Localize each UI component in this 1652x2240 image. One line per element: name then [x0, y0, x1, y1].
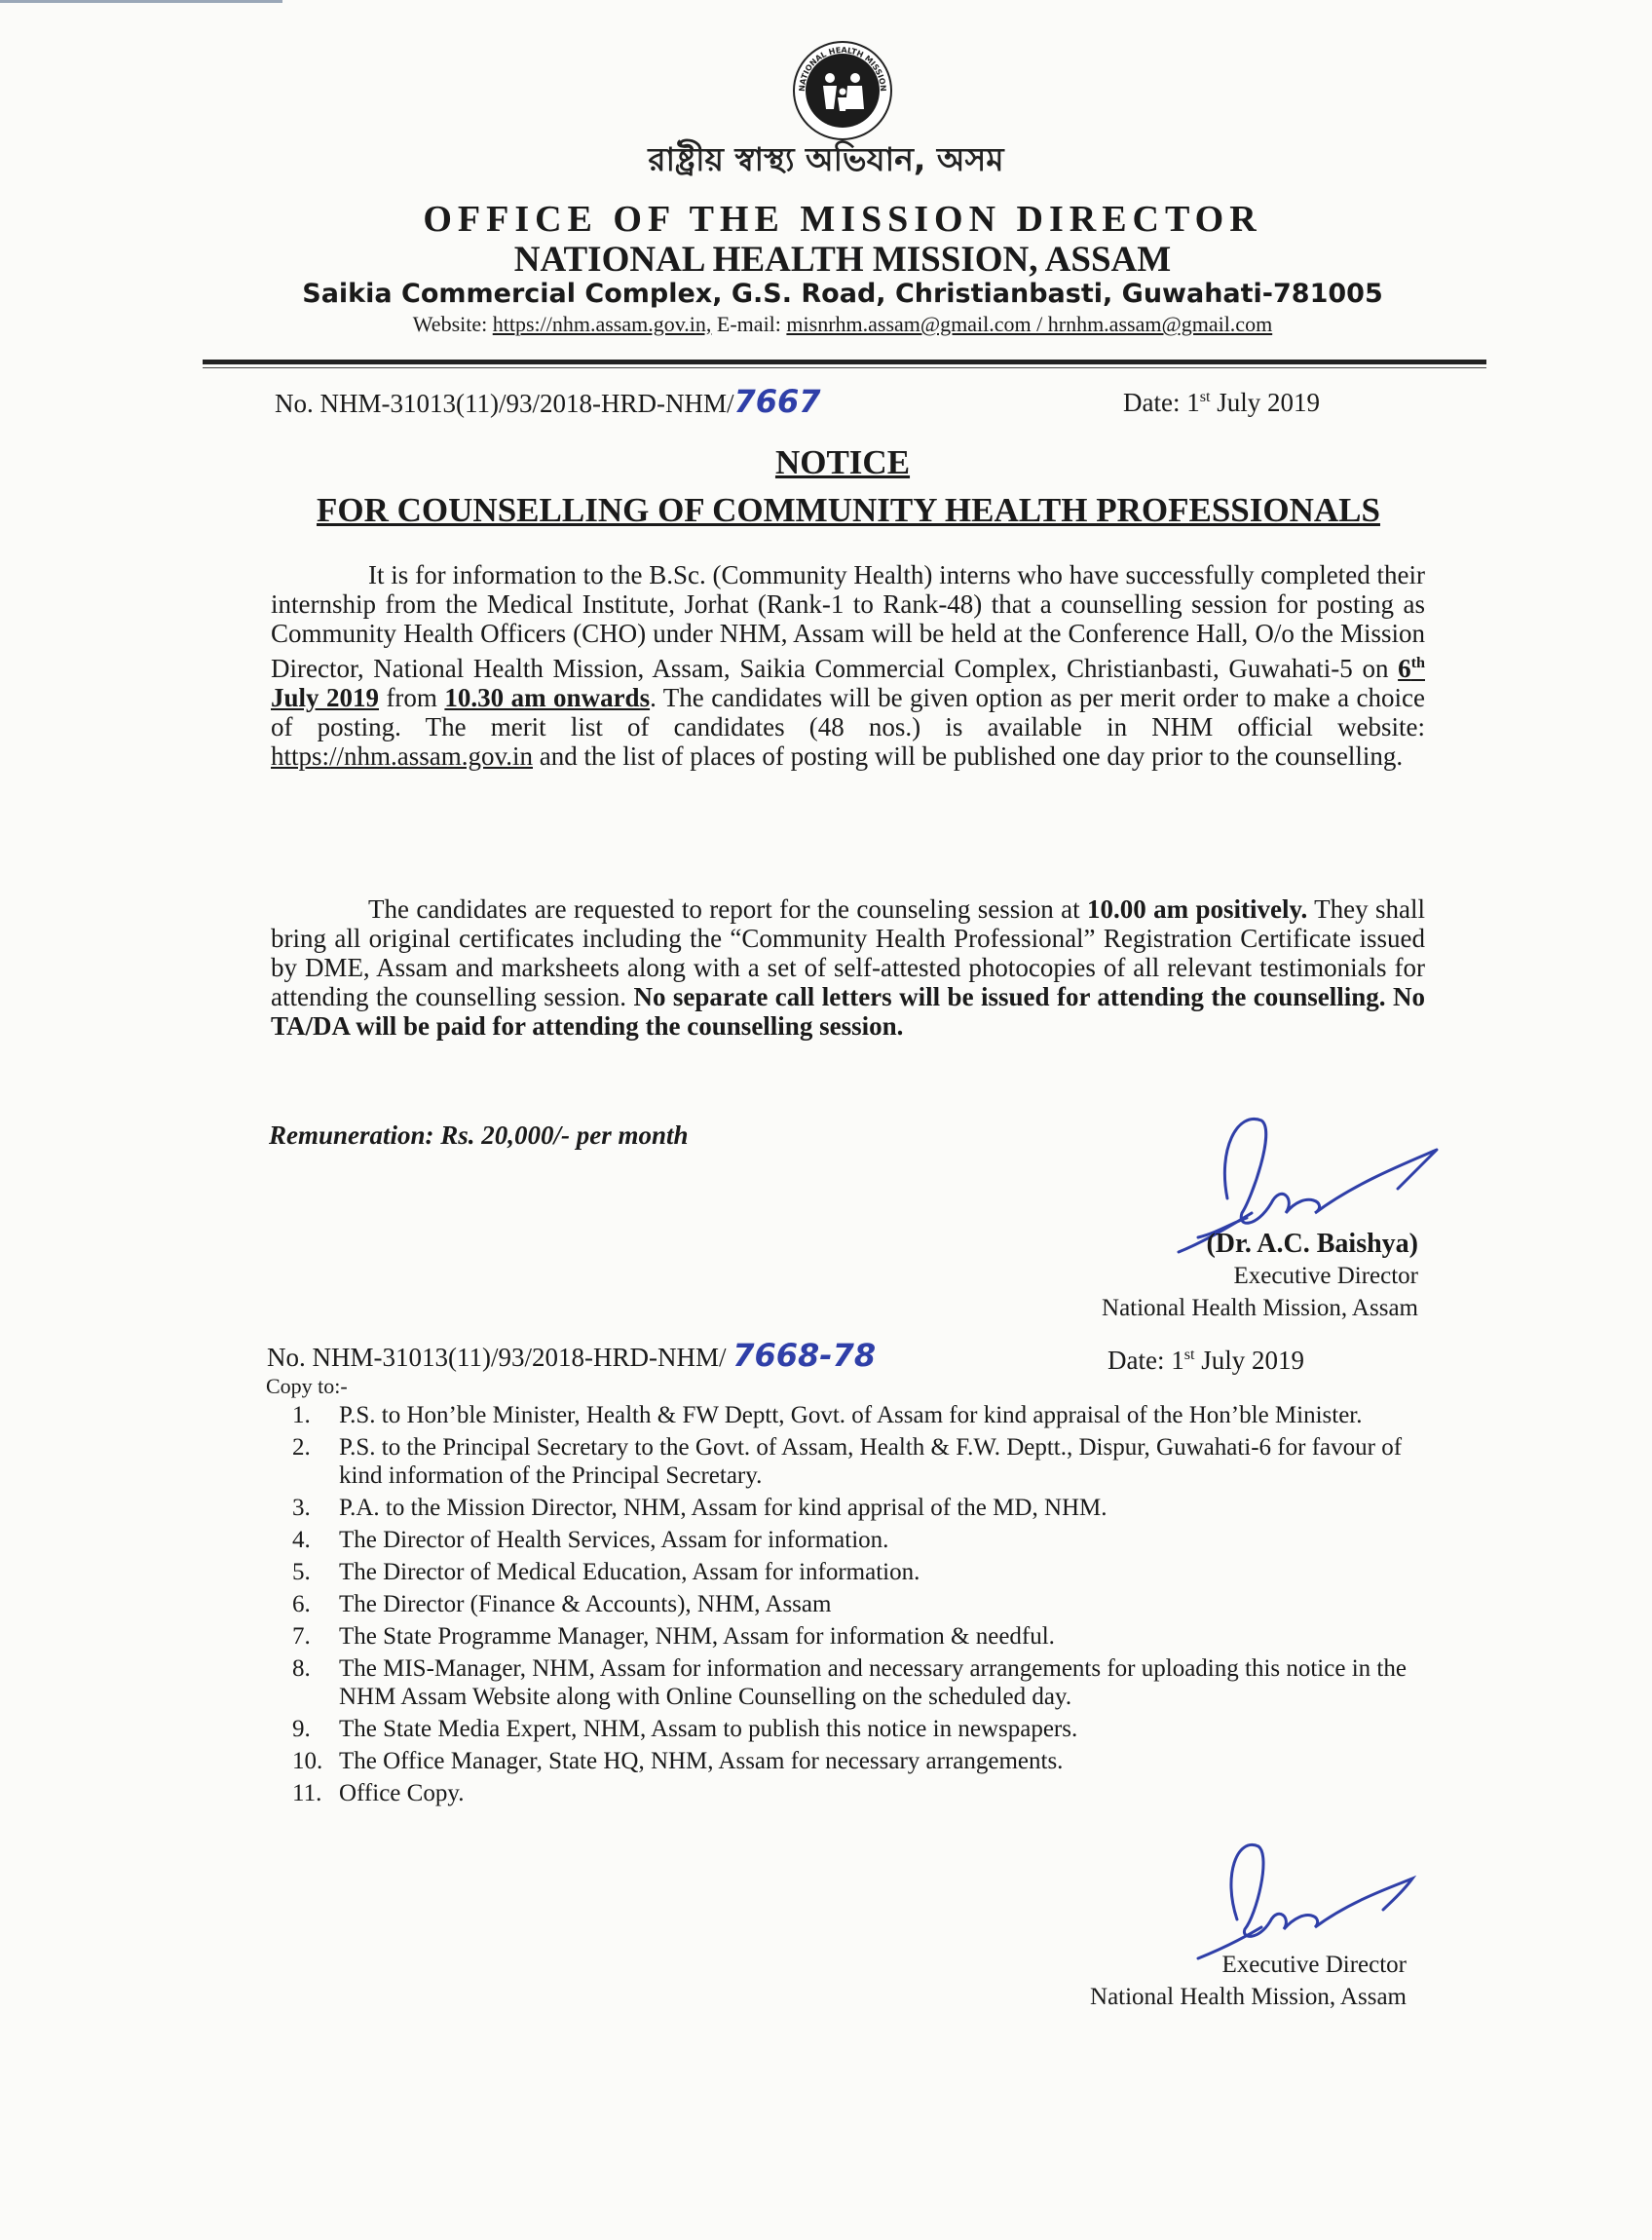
copy-to-item-number: 1. [292, 1402, 311, 1428]
para2-text-1: The candidates are requested to report for the counseling session at [368, 894, 1087, 924]
copy-to-item [292, 1747, 1427, 1775]
copy-to-item-text: The Director of Health Services, Assam for information. [339, 1527, 889, 1553]
date-suffix: st [1199, 388, 1211, 405]
signatory-designation: Executive Director [1233, 1263, 1418, 1289]
copy-to-item-text: Office Copy. [339, 1780, 465, 1806]
copy-to-item [292, 1433, 1427, 1490]
copy-to-label: Copy to:- [266, 1374, 348, 1398]
copy-to-item-number: 9. [292, 1716, 311, 1742]
copy-to-item-text: The MIS-Manager, NHM, Assam for information and necessary arrangements for uploading this notice in the NHM Assam Website along with Online Counselling on the scheduled day. [339, 1655, 1407, 1710]
handwritten-dispatch-number: 7667 [733, 383, 821, 420]
para2-text-2: They shall bring all original certificates including the “Community Health Professional” Registration Certificate issued by DME, Assam and marksheets along with a set of self-attested photocopies of all relevant testimonials for attending the counselling session. [271, 894, 1425, 1011]
counselling-time: 10.30 am onwards [444, 683, 651, 712]
signatory-organisation: National Health Mission, Assam [1102, 1295, 1418, 1321]
copy-to-item-text: The Director of Medical Education, Assam for information. [339, 1559, 920, 1585]
para1-text-3: . The candidates will be given option as per merit order to make a choice of posting. The merit list of candidates (48 nos.) is available in NHM official website: [271, 683, 1425, 741]
signatory-block-2 [1090, 1949, 1407, 2013]
office-address: Saikia Commercial Complex, G.S. Road, Christianbasti, Guwahati-781005 [302, 279, 1383, 309]
copy-reference-text: No. NHM-31013(11)/93/2018-HRD-NHM/ [267, 1343, 733, 1372]
paragraph-1 [271, 560, 1425, 771]
header-divider [203, 360, 1486, 364]
copy-to-item [292, 1654, 1427, 1711]
signatory-2-organisation: National Health Mission, Assam [1090, 1984, 1407, 2010]
copy-to-item-text: P.S. to the Principal Secretary to the Govt. of Assam, Health & F.W. Deptt., Dispur, Guwahati-6 for favour of kind information of the Principal Secretary. [339, 1434, 1403, 1489]
website-label: Website: [412, 312, 493, 336]
copy-to-item-number: 6. [292, 1591, 311, 1617]
signatory-name: (Dr. A.C. Baishya) [1206, 1229, 1418, 1259]
no-call-letter-note: No separate call letters will be issued for attending the counselling. No TA/DA will be paid for attending the counselling session. [271, 982, 1425, 1041]
copy-to-item [292, 1494, 1427, 1522]
para1-text-4: and the list of places of posting will be published one day prior to the counselling. [533, 741, 1404, 771]
contact-line [0, 312, 1652, 337]
email-label: E-mail: [711, 312, 787, 336]
copy-to-item-number: 4. [292, 1527, 311, 1553]
copy-reference-number [267, 1337, 876, 1374]
date-rest: July 2019 [1210, 388, 1321, 417]
website-link[interactable]: https://nhm.assam.gov.in, [492, 312, 712, 336]
handwritten-copy-number: 7668-78 [732, 1337, 877, 1374]
counselling-month-year: July 2019 [271, 683, 379, 712]
signatory-2-designation: Executive Director [1221, 1952, 1407, 1978]
copy-to-item [292, 1590, 1427, 1618]
para1-text-1: It is for information to the B.Sc. (Community Health) interns who have successfully completed their internship from the Medical Institute, Jorhat (Rank-1 to Rank-48) that a counselling session for posting as Community Health Officers (CHO) under NHM, Assam will be held at the Conference Hall, O/o the Mission Director, National Health Mission, Assam, Saikia Commercial Complex, Christianbasti, Guwahati-5 on [271, 560, 1425, 683]
counselling-day-suffix: th [1410, 654, 1425, 671]
copy-date-suffix: st [1183, 1346, 1195, 1363]
paragraph-2 [271, 894, 1425, 1041]
date-label: Date: 1 [1123, 388, 1200, 417]
copy-to-item-number: 3. [292, 1495, 311, 1521]
copy-to-item [292, 1622, 1427, 1651]
copy-to-list [292, 1401, 1427, 1811]
office-heading: OFFICE OF THE MISSION DIRECTOR [423, 199, 1262, 240]
copy-to-item-text: P.A. to the Mission Director, NHM, Assam for kind apprisal of the MD, NHM. [339, 1495, 1108, 1521]
organisation-heading: NATIONAL HEALTH MISSION, ASSAM [513, 240, 1172, 280]
copy-to-item [292, 1558, 1427, 1586]
copy-date [1108, 1346, 1304, 1376]
para1-text-2: from [378, 683, 445, 712]
counselling-day: 6 [1398, 654, 1411, 683]
reporting-time: 10.00 am positively. [1086, 894, 1308, 924]
remuneration: Remuneration: Rs. 20,000/- per month [269, 1120, 689, 1150]
reference-text: No. NHM-31013(11)/93/2018-HRD-NHM/ [275, 389, 734, 418]
copy-to-item-text: The Director (Finance & Accounts), NHM, Assam [339, 1591, 832, 1617]
copy-to-item [292, 1779, 1427, 1807]
email-link[interactable]: misnrhm.assam@gmail.com / hrnhm.assam@gmail.com [786, 312, 1273, 336]
bengali-title: রাষ্ট্রীয় স্বাস্থ্য অভিযান, অসম [648, 140, 1004, 178]
notice-subtitle: FOR COUNSELLING OF COMMUNITY HEALTH PROFESSIONALS [317, 491, 1380, 529]
copy-to-item-number: 10. [292, 1748, 323, 1774]
merit-list-link[interactable]: https://nhm.assam.gov.in [271, 741, 533, 771]
copy-to-item-text: The Office Manager, State HQ, NHM, Assam for necessary arrangements. [339, 1748, 1064, 1774]
notice-date [1123, 388, 1320, 418]
copy-to-item-number: 2. [292, 1434, 311, 1461]
copy-to-item-number: 8. [292, 1655, 311, 1682]
copy-date-rest: July 2019 [1194, 1346, 1305, 1375]
reference-number [275, 383, 821, 420]
nhm-logo [791, 39, 894, 142]
copy-to-item [292, 1715, 1427, 1743]
logo-text: NATIONAL HEALTH MISSION [797, 45, 888, 93]
copy-to-item [292, 1526, 1427, 1554]
scan-edge-mark [0, 0, 282, 3]
copy-to-item-number: 7. [292, 1623, 311, 1650]
copy-to-item-text: The State Programme Manager, NHM, Assam for information & needful. [339, 1623, 1055, 1650]
copy-to-item-text: The State Media Expert, NHM, Assam to publish this notice in newspapers. [339, 1716, 1078, 1742]
copy-to-item-text: P.S. to Hon’ble Minister, Health & FW Deptt, Govt. of Assam for kind appraisal of the Hon’ble Minister. [339, 1402, 1363, 1428]
copy-date-label: Date: 1 [1108, 1346, 1184, 1375]
header-divider-thin [203, 367, 1486, 368]
signatory-block-1 [1102, 1228, 1418, 1324]
copy-to-item-number: 11. [292, 1780, 322, 1806]
copy-to-item-number: 5. [292, 1559, 311, 1585]
notice-title: NOTICE [774, 443, 911, 481]
copy-to-item [292, 1401, 1427, 1429]
